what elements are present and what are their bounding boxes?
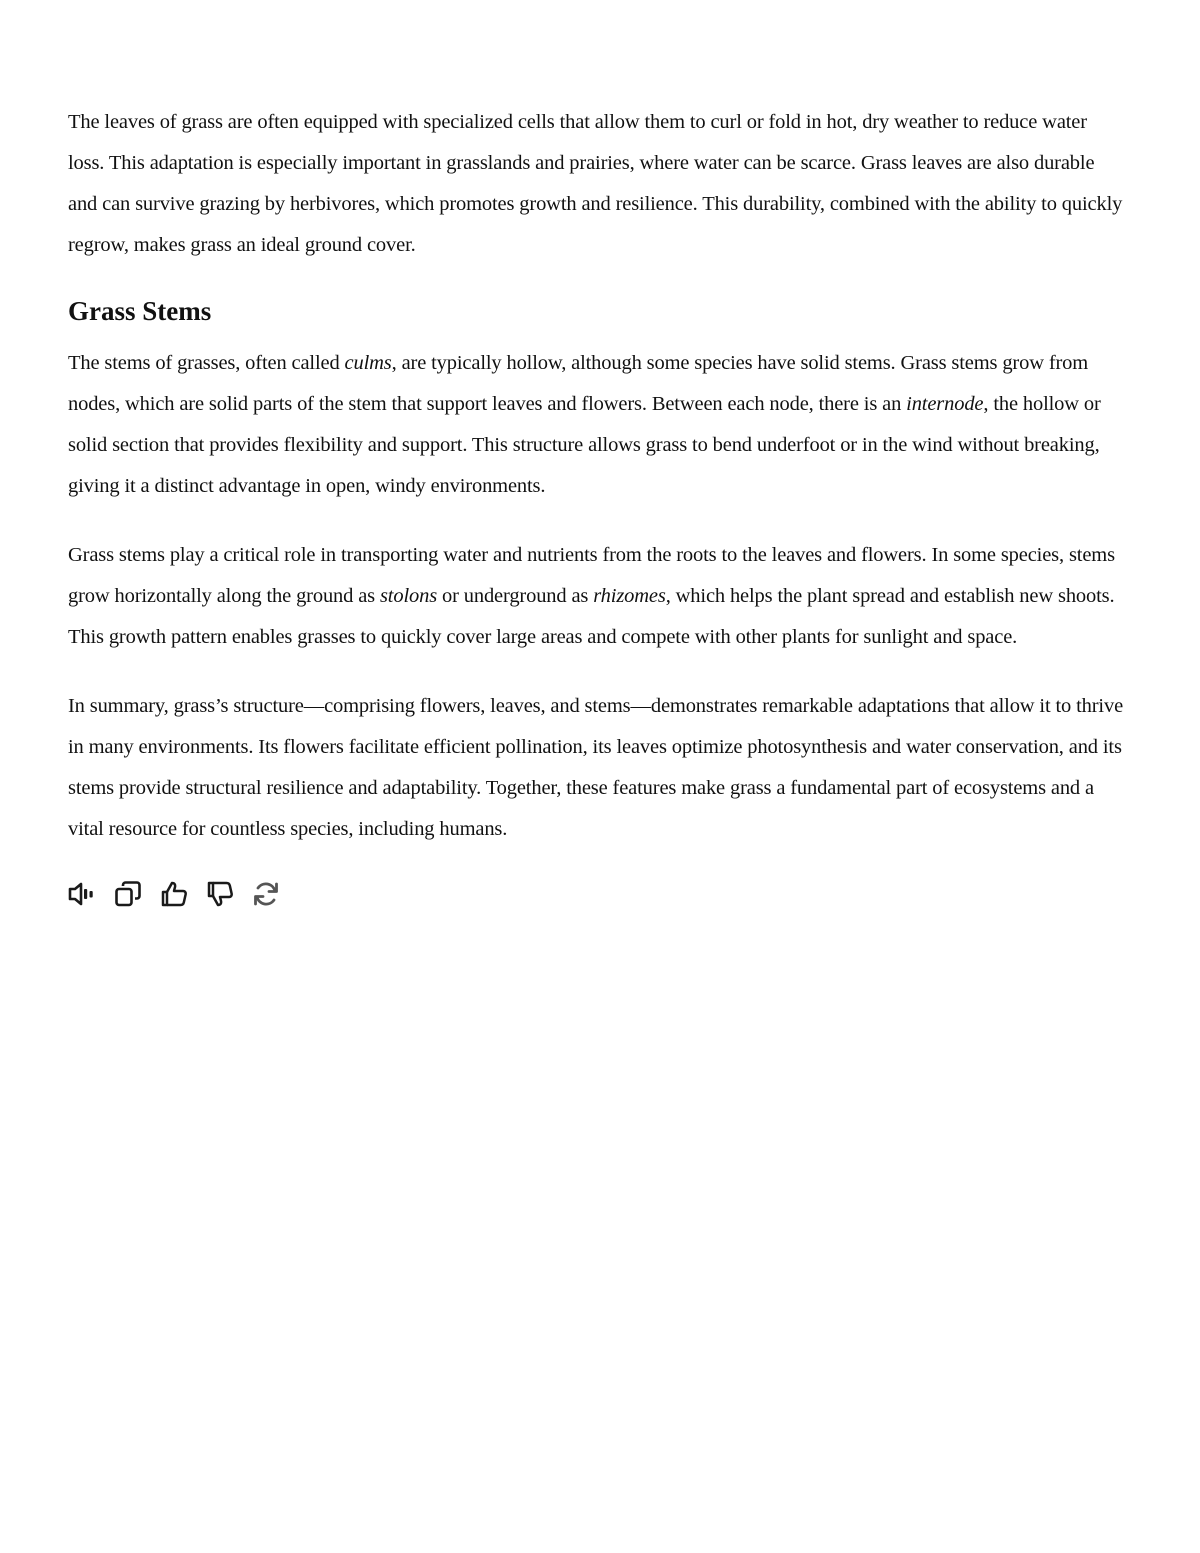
paragraph-leaves: The leaves of grass are often equipped with specialized cells that allow them to curl or fold in hot, dry weather to reduce water loss. This adaptation is especially important in grasslands and prairies, where water can be scarce. Grass leaves are also durable and can survive grazing by herbivores, which promotes growth and resilience. This durability, combined with the ability to quickly regrow, makes grass an ideal ground cover.	[68, 111, 1123, 256]
message-content	[68, 102, 1128, 910]
section-heading-grass-stems: Grass Stems	[68, 296, 212, 326]
regenerate-icon	[251, 879, 281, 909]
term-internode: internode	[906, 393, 984, 415]
paragraph-stems-transport	[68, 535, 1128, 658]
text-run: , the hollow or solid section that provides flexibility and support. This structure allows grass to bend underfoot or in the wind without breaking, giving it a distinct advantage in open, windy environments.	[68, 393, 1101, 497]
thumbs-down-icon	[205, 879, 235, 909]
thumbs-up-icon	[159, 879, 189, 909]
text-run: , are typically hollow, although some species have solid stems. Grass stems grow from nodes, which are solid parts of the stem that support leaves and flowers. Between each node, there is an	[68, 352, 1089, 415]
speaker-icon	[67, 879, 97, 909]
read-aloud-button[interactable]	[66, 878, 98, 910]
paragraph-summary: In summary, grass’s structure—comprising flowers, leaves, and stems—demonstrates remarkable adaptations that allow it to thrive in many environments. Its flowers facilitate efficient pollination, its leaves optimize photosynthesis and water conservation, and its stems provide structural resilience and adaptability. Together, these features make grass a fundamental part of ecosystems and a vital resource for countless species, including humans.	[68, 695, 1124, 840]
text-run: The stems of grasses, often called	[68, 352, 345, 374]
term-stolons: stolons	[379, 585, 438, 607]
regenerate-button[interactable]	[250, 878, 282, 910]
term-rhizomes: rhizomes	[593, 585, 666, 607]
text-run: Grass stems play a critical role in transporting water and nutrients from the roots to the leaves and flowers. In some species, stems grow horizontally along the ground as	[68, 544, 1115, 607]
text-run: , which helps the plant spread and establish new shoots. This growth pattern enables grasses to quickly cover large areas and compete with other plants for sunlight and space.	[68, 585, 1115, 648]
copy-button[interactable]	[112, 878, 144, 910]
copy-icon	[113, 879, 143, 909]
paragraph-stems-structure	[68, 343, 1128, 507]
text-run: or underground as	[437, 585, 594, 607]
bad-response-button[interactable]	[204, 878, 236, 910]
message-action-bar	[66, 878, 1128, 910]
term-culms: culms	[344, 352, 392, 374]
good-response-button[interactable]	[158, 878, 190, 910]
